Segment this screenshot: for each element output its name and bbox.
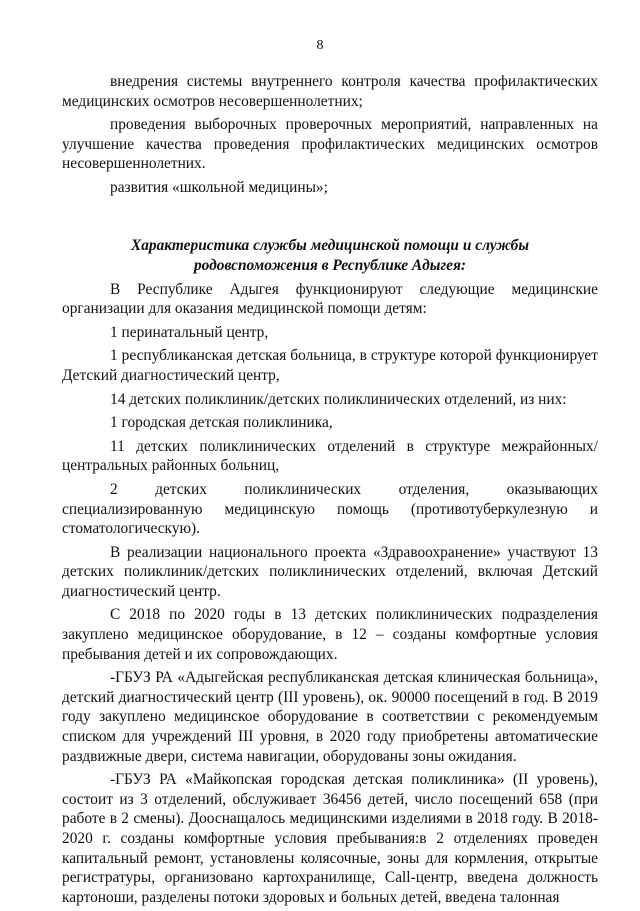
document-body — [62, 72, 598, 911]
paragraph: В Республике Адыгея функционируют следующие медицинские организации для оказания медицинской помощи детям: — [62, 280, 598, 318]
section-heading-line-1: Характеристика службы медицинской помощи и службы — [130, 236, 530, 254]
page-number: 8 — [316, 38, 324, 53]
paragraph: развития «школьной медицины»; — [110, 178, 328, 196]
paragraph: 11 детских поликлинических отделений в структуре межрайонных/центральных районных больниц, — [62, 437, 598, 475]
paragraph: 14 детских поликлиник/детских поликлинических отделений, из них: — [110, 390, 567, 408]
paragraph: 1 республиканская детская больница, в структуре которой функционирует Детский диагностический центр, — [62, 347, 598, 384]
paragraph: 1 перинатальный центр, — [110, 323, 269, 341]
paragraph: внедрения системы внутреннего контроля качества профилактических медицинских осмотров несовершеннолетних; — [62, 73, 598, 110]
paragraph: -ГБУЗ РА «Адыгейская республиканская детская клиническая больница», детский диагностический центр (III уровень), ок. 90000 посещений в год. В 2019 году закуплено медицинское оборудование в соответствии с рекомендуемым списком для учреждений III уровня, в 2020 году приобретены автоматические раздвижные двери, система навигации, оборудованы зоны ожидания. — [62, 669, 598, 765]
paragraph: С 2018 по 2020 годы в 13 детских поликлинических подразделения закуплено медицинское оборудование, в 12 – созданы комфортные условия пребывания детей и их сопровождающих. — [62, 606, 598, 663]
paragraph: В реализации национального проекта «Здравоохранение» участвуют 13 детских поликлиник/детских поликлинических отделений, включая Детский диагностический центр. — [62, 543, 598, 600]
paragraph: проведения выборочных проверочных мероприятий, направленных на улучшение качества проведения профилактических медицинских осмотров несовершеннолетних. — [62, 116, 598, 173]
section-heading-line-2: родовспоможения в Республике Адыгея: — [193, 256, 467, 274]
paragraph: 2 детских поликлинических отделения, оказывающих специализированную медицинскую помощь (противотуберкулезную и стоматологическую). — [62, 480, 598, 538]
paragraph: -ГБУЗ РА «Майкопская городская детская поликлиника» (II уровень), состоит из 3 отделений, обслуживает 36456 детей, число посещений 658 (при работе в 2 смены). Дооснащалось медицинскими изделиями в 2018 году. В 2018-2020 г. созданы комфортные условия пребывания:в 2 отделениях проведен капитальный ремонт, установлены колясочные, зоны для кормления, открытые регистратуры, организовано картохранилище, Call-центр, введена должность картоноши, разделены потоки здоровых и больных детей, введена талонная — [62, 771, 598, 906]
section-heading — [62, 236, 598, 276]
paragraph: 1 городская детская поликлиника, — [110, 414, 333, 432]
section-spacer — [62, 202, 598, 236]
